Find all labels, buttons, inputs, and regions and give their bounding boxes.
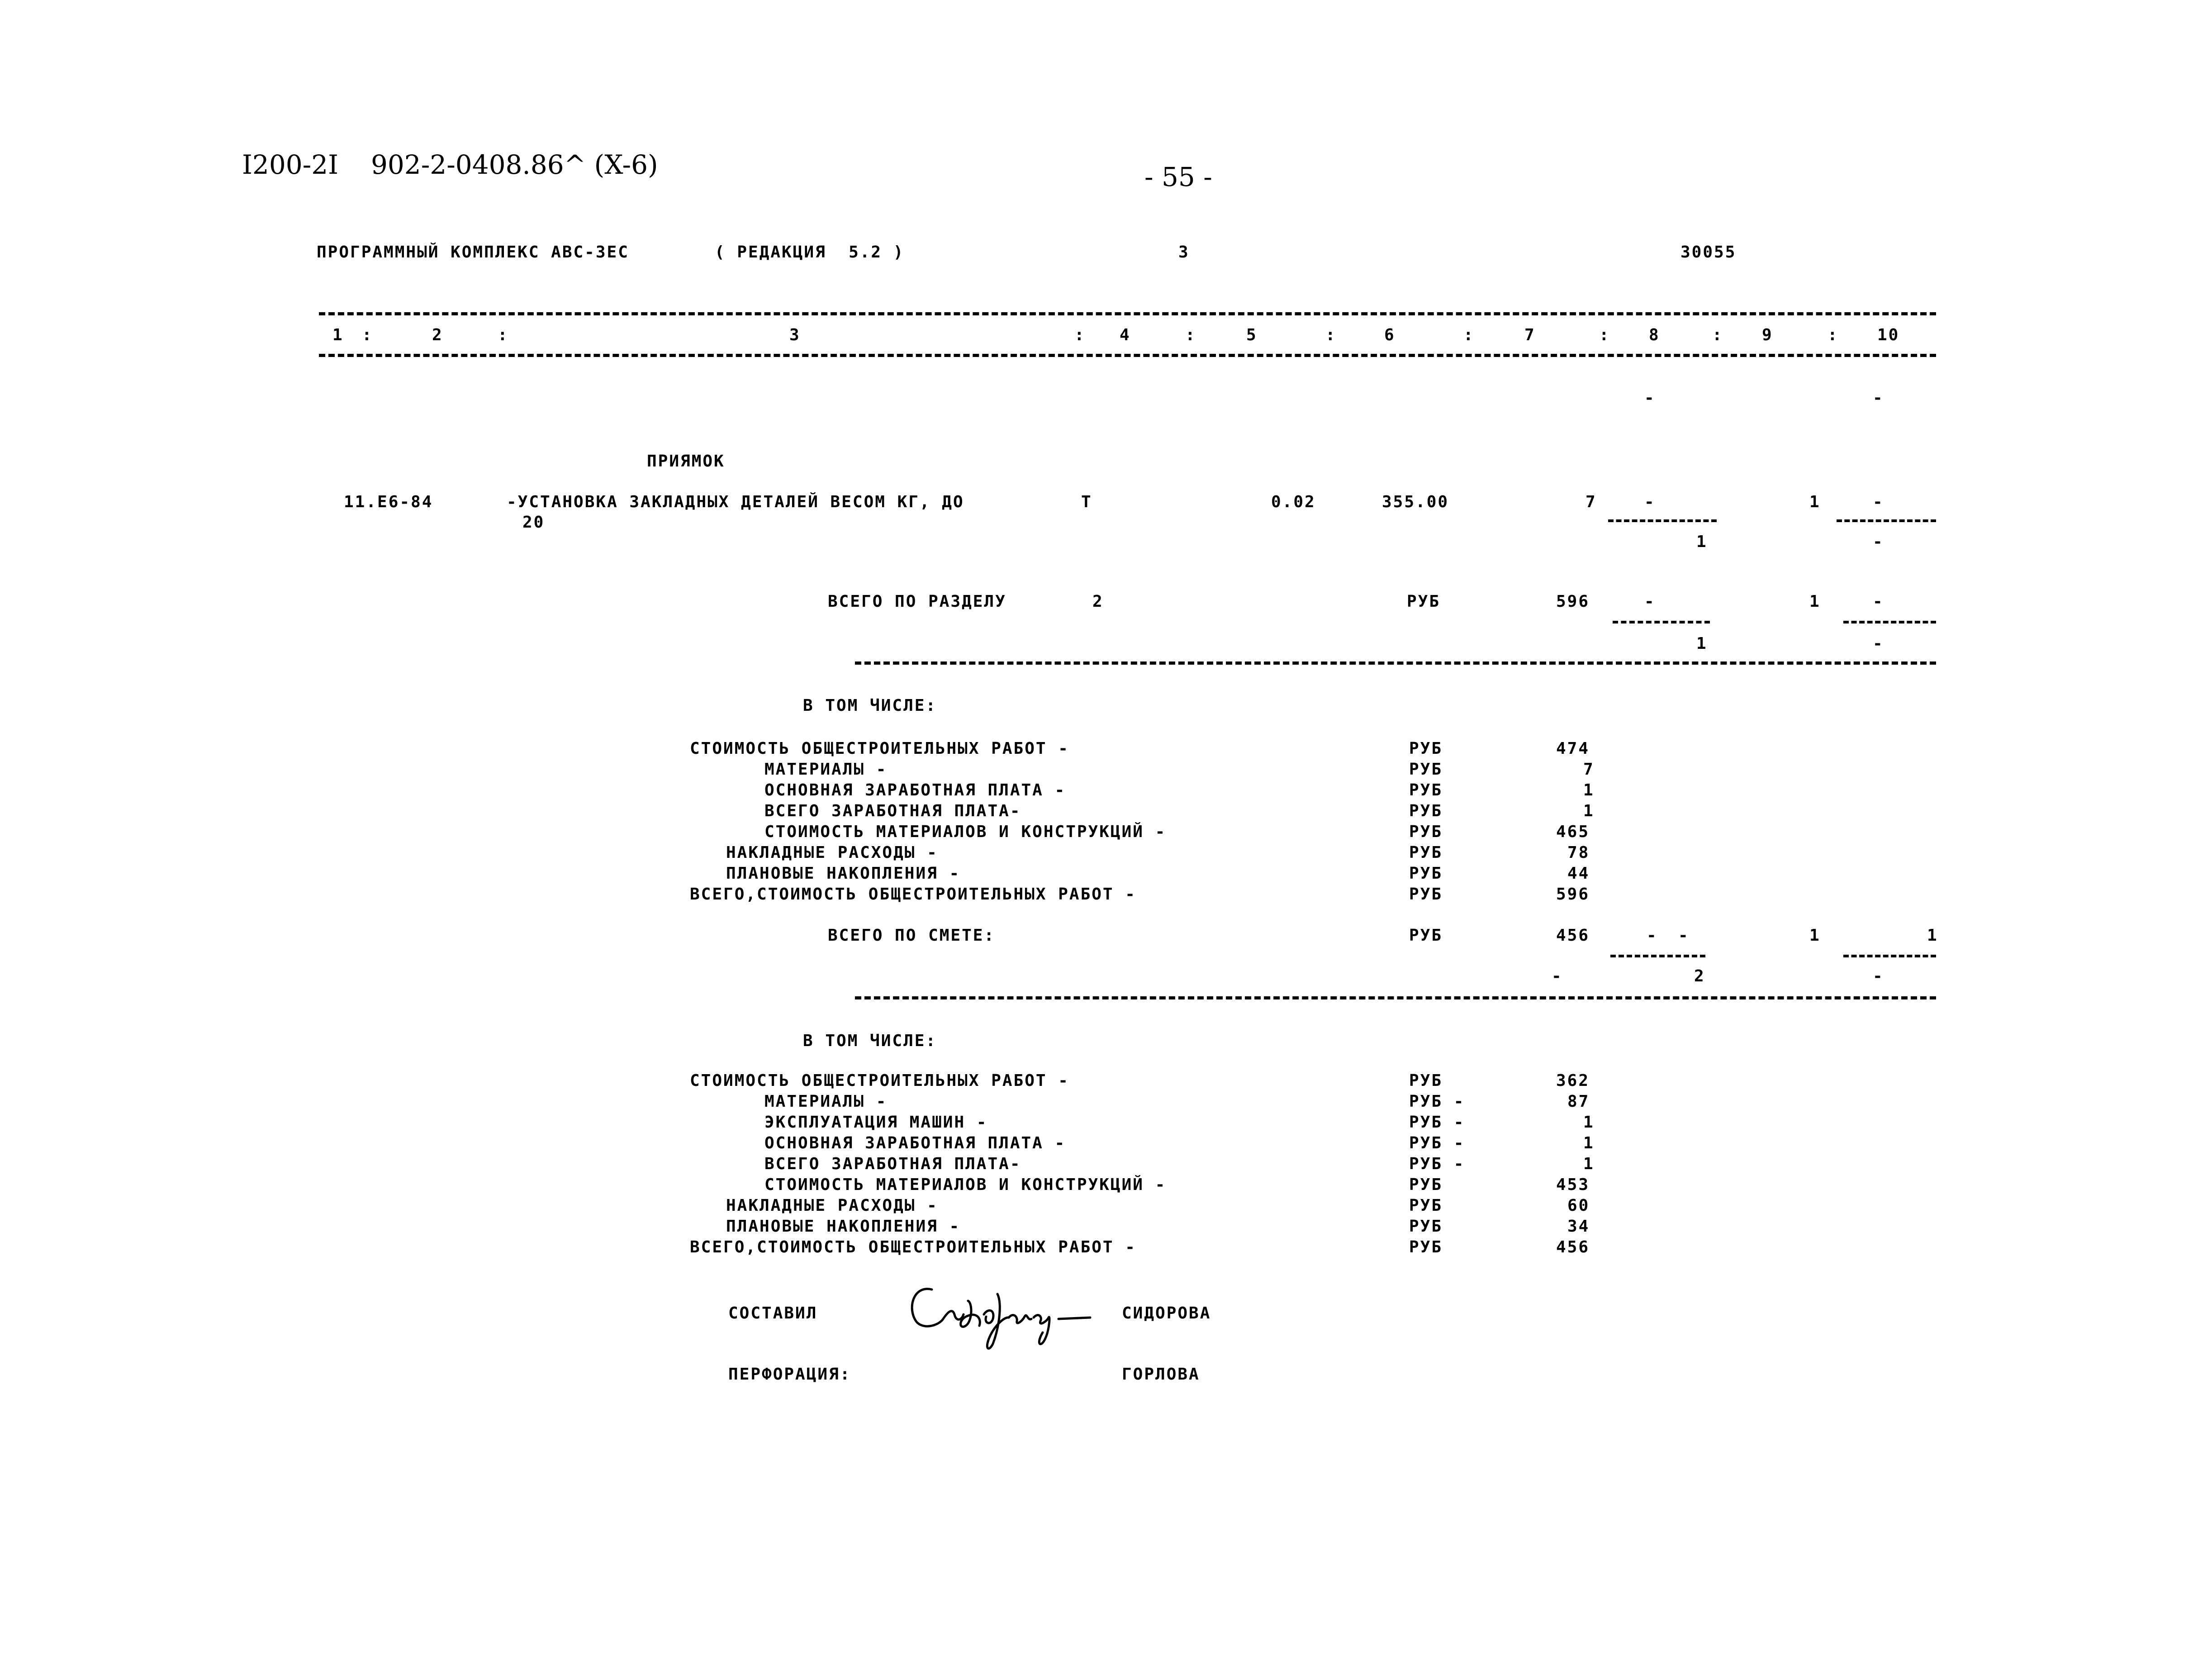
breakdown-unit: РУБ bbox=[1409, 1196, 1443, 1215]
header-rule-bottom bbox=[319, 354, 1936, 357]
breakdown-label: НАКЛАДНЫЕ РАСХОДЫ - bbox=[726, 1196, 938, 1215]
breakdown-value: 456 bbox=[1556, 1238, 1590, 1256]
breakdown-value: 60 bbox=[1567, 1196, 1590, 1215]
sub-rule bbox=[1608, 519, 1717, 522]
program-code: 30055 bbox=[1680, 243, 1737, 262]
punching-label: ПЕРФОРАЦИЯ: bbox=[728, 1365, 851, 1384]
column-separator: : bbox=[362, 326, 373, 344]
col9-value: 1 bbox=[1809, 592, 1821, 611]
breakdown-value: 465 bbox=[1556, 823, 1590, 841]
breakdown-value: 362 bbox=[1556, 1071, 1590, 1090]
column-number: 9 bbox=[1762, 326, 1773, 344]
col8-sub-value: 2 bbox=[1694, 967, 1705, 985]
dash-mark: - bbox=[1644, 493, 1656, 511]
breakdown-unit: РУБ bbox=[1409, 885, 1443, 904]
item-description-cont: 20 bbox=[522, 513, 545, 532]
breakdown-unit: РУБ bbox=[1409, 802, 1443, 820]
breakdown-label: ВСЕГО ЗАРАБОТНАЯ ПЛАТА- bbox=[764, 1155, 1021, 1173]
breakdown-value: 87 bbox=[1567, 1092, 1590, 1111]
column-number: 7 bbox=[1524, 326, 1536, 344]
sub-rule bbox=[1837, 519, 1936, 522]
col10-value: 1 bbox=[1927, 926, 1938, 945]
breakdown-label: МАТЕРИАЛЫ - bbox=[764, 1092, 888, 1111]
estimate-total-unit: РУБ bbox=[1409, 926, 1443, 945]
breakdown-label: ПЛАНОВЫЕ НАКОПЛЕНИЯ - bbox=[726, 864, 961, 883]
breakdown-unit: РУБ bbox=[1409, 843, 1443, 862]
breakdown-unit: РУБ bbox=[1409, 1175, 1443, 1194]
breakdown-unit: РУБ - bbox=[1409, 1134, 1465, 1152]
breakdown-label: НАКЛАДНЫЕ РАСХОДЫ - bbox=[726, 843, 938, 862]
column-separator: : bbox=[1325, 326, 1337, 344]
item-quantity: 0.02 bbox=[1271, 493, 1316, 511]
column-number: 4 bbox=[1120, 326, 1131, 344]
dash-mark: - bbox=[1678, 926, 1690, 945]
handwritten-signature bbox=[905, 1276, 1099, 1357]
dash-mark: - bbox=[1552, 967, 1563, 985]
breakdown-label: СТОИМОСТЬ МАТЕРИАЛОВ И КОНСТРУКЦИЙ - bbox=[764, 823, 1167, 841]
sub-rule bbox=[1610, 955, 1705, 957]
dash-mark: - bbox=[1873, 592, 1884, 611]
breakdown-value: 1 bbox=[1583, 1113, 1595, 1132]
section-total-label: ВСЕГО ПО РАЗДЕЛУ bbox=[828, 592, 1006, 611]
breakdown-unit: РУБ bbox=[1409, 864, 1443, 883]
estimate-total-value: 456 bbox=[1556, 926, 1590, 945]
breakdown-label: ОСНОВНАЯ ЗАРАБОТНАЯ ПЛАТА - bbox=[764, 781, 1066, 799]
breakdown-unit: РУБ bbox=[1409, 739, 1443, 758]
breakdown-unit: РУБ - bbox=[1409, 1092, 1465, 1111]
breakdown-value: 78 bbox=[1567, 843, 1590, 862]
breakdown-unit: РУБ - bbox=[1409, 1113, 1465, 1132]
breakdown-label: СТОИМОСТЬ ОБЩЕСТРОИТЕЛЬНЫХ РАБОТ - bbox=[690, 1071, 1069, 1090]
col9-value: 1 bbox=[1809, 493, 1821, 511]
column-number: 6 bbox=[1384, 326, 1396, 344]
estimate-rule bbox=[855, 996, 1936, 999]
item-unit: Т bbox=[1081, 493, 1092, 511]
column-number: 8 bbox=[1649, 326, 1660, 344]
dash-mark: - bbox=[1644, 592, 1656, 611]
column-separator: : bbox=[1599, 326, 1610, 344]
column-number: 10 bbox=[1877, 326, 1900, 344]
punched-by: ГОРЛОВА bbox=[1122, 1365, 1200, 1384]
section-rule bbox=[855, 661, 1936, 665]
col9-value: 1 bbox=[1809, 926, 1821, 945]
breakdown-value: 44 bbox=[1567, 864, 1590, 883]
breakdown-unit: РУБ bbox=[1409, 1238, 1443, 1256]
dash-mark: - bbox=[1873, 389, 1884, 407]
sub-rule bbox=[1613, 621, 1710, 623]
column-number: 3 bbox=[789, 326, 801, 344]
header-rule-top bbox=[319, 312, 1936, 315]
breakdown-label: ОСНОВНАЯ ЗАРАБОТНАЯ ПЛАТА - bbox=[764, 1134, 1066, 1152]
section-total-number: 2 bbox=[1092, 592, 1104, 611]
item-description: -УСТАНОВКА ЗАКЛАДНЫХ ДЕТАЛЕЙ ВЕСОМ КГ, ДО bbox=[507, 493, 964, 511]
column-separator: : bbox=[498, 326, 509, 344]
column-separator: : bbox=[1712, 326, 1723, 344]
col8-sub-value: 1 bbox=[1696, 533, 1708, 551]
breakdown-heading: В ТОМ ЧИСЛЕ: bbox=[803, 696, 937, 715]
breakdown-label: ЭКСПЛУАТАЦИЯ МАШИН - bbox=[764, 1113, 988, 1132]
breakdown-value: 1 bbox=[1583, 781, 1595, 799]
breakdown-value: 7 bbox=[1583, 760, 1595, 779]
column-separator: : bbox=[1828, 326, 1839, 344]
breakdown-value: 474 bbox=[1556, 739, 1590, 758]
breakdown-value: 596 bbox=[1556, 885, 1590, 904]
sub-rule bbox=[1843, 955, 1936, 957]
program-edition: ( РЕДАКЦИЯ 5.2 ) bbox=[715, 243, 905, 262]
column-number: 2 bbox=[432, 326, 443, 344]
dash-mark: - bbox=[1647, 926, 1658, 945]
item-price: 355.00 bbox=[1382, 493, 1449, 511]
sheet-number: 3 bbox=[1178, 243, 1190, 262]
dash-mark: - bbox=[1873, 533, 1884, 551]
breakdown-label: МАТЕРИАЛЫ - bbox=[764, 760, 888, 779]
breakdown-label: ВСЕГО,СТОИМОСТЬ ОБЩЕСТРОИТЕЛЬНЫХ РАБОТ - bbox=[690, 1238, 1136, 1256]
item-code: 11.Е6-84 bbox=[344, 493, 433, 511]
sub-rule bbox=[1843, 621, 1936, 623]
dash-mark: - bbox=[1873, 493, 1884, 511]
compiled-label: СОСТАВИЛ bbox=[728, 1304, 818, 1323]
doc-number: 902-2-0408.86^ (X-6) bbox=[371, 149, 658, 180]
breakdown-label: ВСЕГО,СТОИМОСТЬ ОБЩЕСТРОИТЕЛЬНЫХ РАБОТ - bbox=[690, 885, 1136, 904]
breakdown-unit: РУБ - bbox=[1409, 1155, 1465, 1173]
col8-sub-value: 1 bbox=[1696, 634, 1708, 653]
column-separator: : bbox=[1463, 326, 1475, 344]
breakdown-unit: РУБ bbox=[1409, 823, 1443, 841]
page-number: - 55 - bbox=[1144, 162, 1212, 192]
breakdown-value: 453 bbox=[1556, 1175, 1590, 1194]
dash-mark: - bbox=[1873, 634, 1884, 653]
column-number: 5 bbox=[1246, 326, 1258, 344]
breakdown-label: ВСЕГО ЗАРАБОТНАЯ ПЛАТА- bbox=[764, 802, 1021, 820]
breakdown-label: СТОИМОСТЬ МАТЕРИАЛОВ И КОНСТРУКЦИЙ - bbox=[764, 1175, 1167, 1194]
column-separator: : bbox=[1074, 326, 1086, 344]
item-total: 7 bbox=[1585, 493, 1597, 511]
breakdown-value: 1 bbox=[1583, 1155, 1595, 1173]
breakdown-value: 34 bbox=[1567, 1217, 1590, 1236]
program-label: ПРОГРАММНЫЙ КОМПЛЕКС АВС-3ЕС bbox=[317, 243, 629, 262]
breakdown-unit: РУБ bbox=[1409, 1217, 1443, 1236]
breakdown-unit: РУБ bbox=[1409, 1071, 1443, 1090]
breakdown-label: ПЛАНОВЫЕ НАКОПЛЕНИЯ - bbox=[726, 1217, 961, 1236]
breakdown-value: 1 bbox=[1583, 802, 1595, 820]
dash-mark: - bbox=[1644, 389, 1656, 407]
section-title: ПРИЯМОК bbox=[647, 452, 725, 471]
breakdown-label: СТОИМОСТЬ ОБЩЕСТРОИТЕЛЬНЫХ РАБОТ - bbox=[690, 739, 1069, 758]
estimate-total-label: ВСЕГО ПО СМЕТЕ: bbox=[828, 926, 996, 945]
section-total-unit: РУБ bbox=[1407, 592, 1441, 611]
column-number: 1 bbox=[332, 326, 344, 344]
dash-mark: - bbox=[1873, 967, 1884, 985]
breakdown-heading: В ТОМ ЧИСЛЕ: bbox=[803, 1032, 937, 1050]
section-total-value: 596 bbox=[1556, 592, 1590, 611]
breakdown-unit: РУБ bbox=[1409, 781, 1443, 799]
compiled-by: СИДОРОВА bbox=[1122, 1304, 1211, 1323]
breakdown-unit: РУБ bbox=[1409, 760, 1443, 779]
column-separator: : bbox=[1185, 326, 1196, 344]
doc-code: I200-2I bbox=[242, 149, 339, 180]
breakdown-value: 1 bbox=[1583, 1134, 1595, 1152]
